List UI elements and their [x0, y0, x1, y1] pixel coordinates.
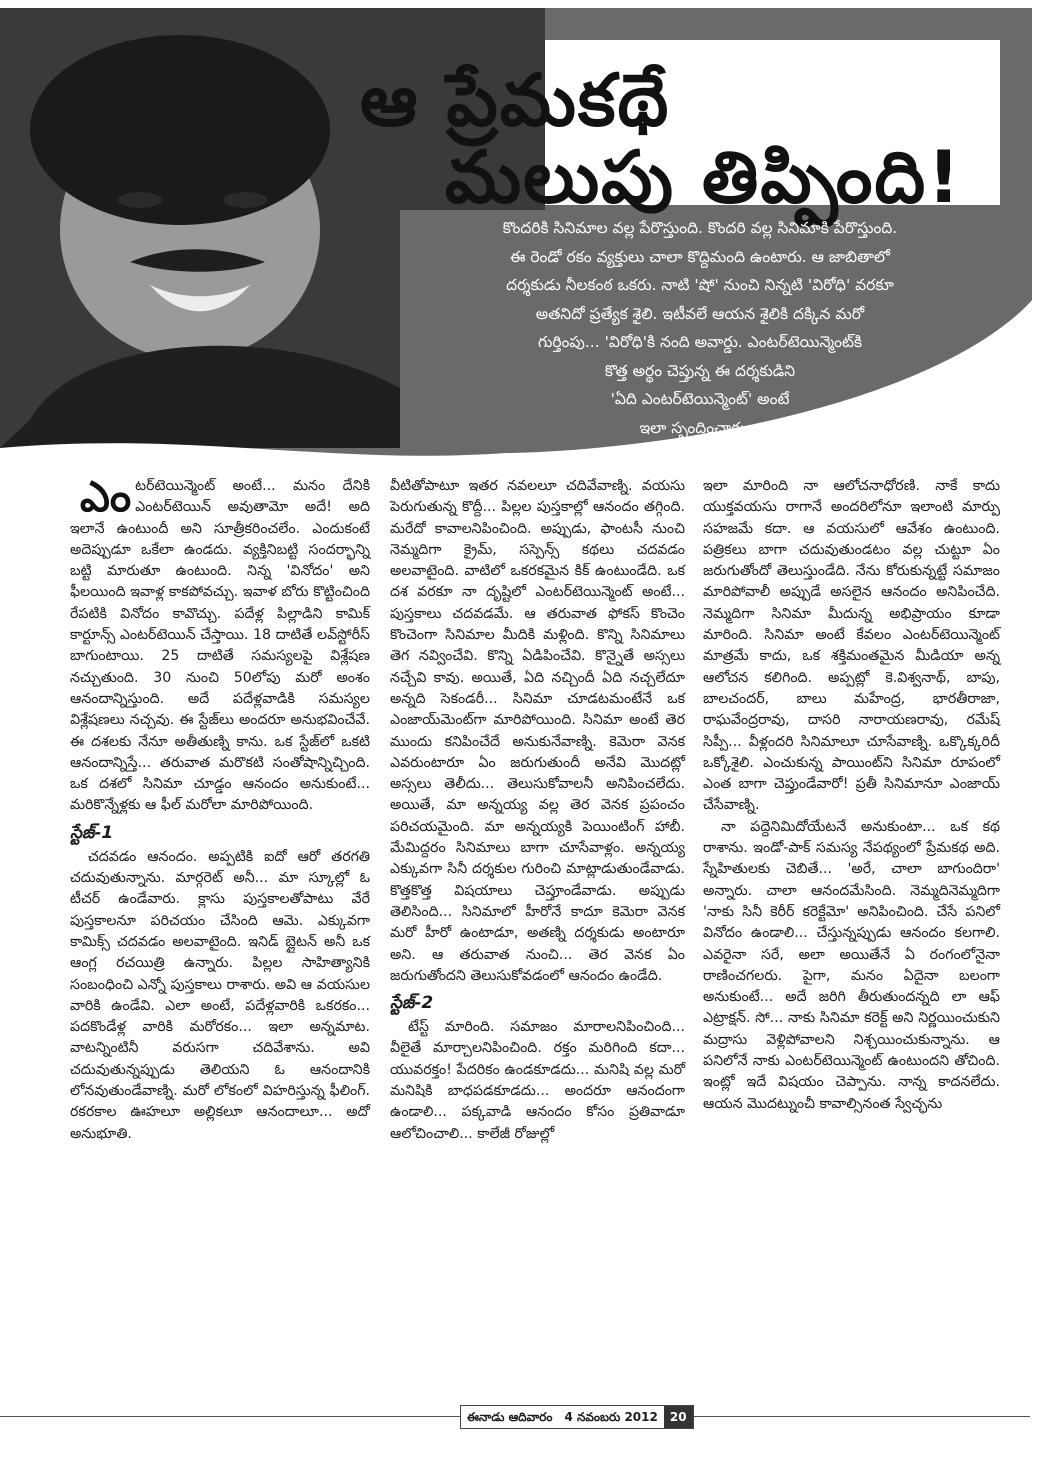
headline-line2: మలుపు తిప్పింది!	[445, 135, 963, 219]
paragraph: టేస్ట్ మారింది. సమాజం మారాలనిపించింది... వీలైతే మార్చాలనిపించింది. రక్తం మరిగింది కదా... యువరక్తం! పేదరికం ఉండకూడదు... మనిషి వల్ల మరో మనిషికి బాధపడకూడదు... అందరూ ఆనందంగా ఉండాలి... పక్కవాడి ఆనందం కోసం ప్రతివాడూ ఆలోచించాలి... కాలేజీ రోజుల్లో	[390, 1019, 685, 1142]
intro-line: ఇలా స్పందించారు...	[639, 418, 761, 437]
intro-text	[400, 214, 1000, 442]
page-number: 20	[664, 1406, 693, 1428]
article-column-2	[390, 476, 685, 1145]
page-footer	[0, 1405, 1042, 1435]
paragraph: టర్‌టెయిన్మెంట్ అంటే... మనం దేనికి ఎంటర్‌టెయిన్ అవుతామో అదే! అది ఇలానే ఉంటుందీ అని సూత్రీకరించలేం. ఎందుకంటే అదెప్పుడూ ఒకేలా ఉండదు. వ్యక్తినిబట్టి సందర్భాన్ని బట్టి మారుతూ ఉంటుంది. నిన్న 'వినోదం' అని ఫీలయింది ఇవాళ్ల కాకపోవచ్చు. ఇవాళ బోరు కొట్టించింది రేపటికి వినోదం కావొచ్చు. పదేళ్ల పిల్లాడిని కామిక్ కార్టూన్స్ ఎంటర్‌టెయిన్ చేస్తాయి. 18 దాటితే లవ్‌స్టోరీస్ బాగుంటాయి. 25 దాటితే సమస్యలపై విశ్లేషణ నచ్చుతుంది. 30 నుంచి 50లోపు మరో అంశం ఆనందాన్నిస్తుంది. అదే పదేళ్లవాడికి సమస్యల విశ్లేషణలు నచ్చవు. ఈ స్టేజ్‌లు అందరూ అనుభవించేవే. ఈ దశలకు నేనూ అతీతుణ్ని కాను. ఒక స్టేజ్‌లో ఒకటి ఆనందాన్నిస్తే... తరువాత మరొకటి సంతోషాన్నిచ్చింది. ఒక దశలో సినిమా చూడ్డం ఆనందం అనుకుంటే... మరికొన్నేళ్లకు ఆ ఫీల్ మరోలా మారిపోయింది.	[70, 478, 370, 814]
paragraph: ఇలా మారింది నా ఆలోచనాధోరణి. నాకే కాదు యుక్తవయసు రాగానే అందరిలోనూ ఇలాంటి మార్పు సహజమే కదా. ఆ వయసులో ఆవేశం ఉంటుంది. పత్రికలు బాగా చదువుతుండటం వల్ల చుట్టూ ఏం జరుగుతోందో తెలుస్తుండేది. నేను కోరుకున్నట్టే సమాజం మారిపోవాలీ అప్పుడే అసలైన ఆనందం అనిపించేది. నెమ్మదిగా సినిమా మీదున్న అభిప్రాయం కూడా మారింది. సినిమా అంటే కేవలం ఎంటర్‌టెయిన్మెంట్ మాత్రమే కాదు, ఒక శక్తిమంతమైన మీడియా అన్న ఆలోచన కలిగింది. అప్పట్లో కె.విశ్వనాథ్, బాపు, బాలచందర్, బాలు మహేంద్ర, భారతీరాజా, రాఘవేంద్రరావు, దాసరి నారాయణరావు, రమేష్ సిప్పీ... వీళ్లందరి సినిమాలూ చూసేవాణ్ని. ఒక్కొక్కరిదీ ఒక్కోశైలి. ఎంచుకున్న పాయింట్‌ని సినిమా రూపంలో ఎంత బాగా చెప్తుండేవారో! ప్రతీ సినిమానూ ఎంజాయ్ చేసేవాణ్ని.	[703, 478, 1000, 814]
paragraph: వీటితోపాటూ ఇతర నవలలూ చదివేవాణ్ని. వయసు పెరుగుతున్న కొద్దీ... పిల్లల పుస్తకాల్లో ఆనందం తగ్గింది. మరేదో కావాలనిపించింది. అప్పుడు, ఫాంటసీ నుంచి నెమ్మదిగా క్రైమ్, సస్పెన్స్ కథలు చదవడం అలవాటైంది. వాటిలో ఒకరకమైన కిక్ ఉంటుండేది. ఒక దశ వరకూ నా దృష్టిలో ఎంటర్‌టెయిన్మెంట్ అంటే... పుస్తకాలు చదవడమే. ఆ తరువాత ఫోకస్ కొంచెం కొంచెంగా సినిమాల మీదికి మళ్లింది. కొన్ని సినిమాలు తెగ నవ్వించేవి. కొన్ని ఏడిపించేవి. కొన్నైతే అస్సలు నచ్చేవి కావు. అయితే, ఏది నచ్చిందీ ఏది నచ్చలేదూ అన్నది సెకండరీ... సినిమా చూడటమంటేనే ఒక ఎంజాయ్‌మెంట్‌గా మారిపోయింది. సినిమా అంటే తెర ముందు కనిపించేదే అనుకునేవాణ్ని. కెమెరా వెనక ఎవరుంటారూ ఏం జరుగుతుందీ అనేవి మొదట్లో అస్సలు తెలీదు... తెలుసుకోవాలనీ అనిపించలేదు. అయితే, మా అన్నయ్య వల్ల తెర వెనక ప్రపంచం పరిచయమైంది. మా అన్నయ్యకి పెయింటింగ్ హాబీ. మేమిద్దరం సినిమాలు బాగా చూసేవాళ్లం. అన్నయ్య ఎక్కువగా సినీ దర్శకుల గురించి మాట్లాడుతుండేవాడు. కొత్తకొత్త విషయాలు చెప్తూండేవాడు. అప్పుడు తెలిసింది... సినిమాలో హీరోనే కాదూ కెమెరా వెనక మరో హీరో ఉంటాడూ, అతణ్ని దర్శకుడు అంటారూ అని. ఆ తరువాత నుంచి... తెర వెనక ఏం జరుగుతోందని తెలుసుకోవడంలో ఆనందం ఉండేది.	[390, 478, 685, 984]
intro-line: అతనిదో ప్రత్యేక శైలి. ఇటీవలే ఆయన శైలికి దక్కిన మరో	[535, 304, 865, 323]
intro-line: దర్శకుడు నీలకంఠ ఒకరు. నాటి 'షో' నుంచి నిన్నటి 'విరోధి' వరకూ	[506, 276, 894, 294]
paragraph: చదవడం ఆనందం. అప్పటికి ఐదో ఆరో తరగతి చదువుతున్నాను. మార్గరెట్ అనీ... మా స్కూల్లో ఓ టీచర్ ఉండేవారు. క్లాసు పుస్తకాలతోపాటు వేరే పుస్తకాలనూ పరిచయం చేసింది ఆమె. ఎక్కువగా కామిక్స్ చదవడం అలవాటైంది. ఇనిడ్ బ్లైటన్ అనీ ఒక ఆంగ్ల రచయిత్రి ఉన్నారు. పిల్లల సాహిత్యానికి సంబంధించి ఎన్నో పుస్తకాలు రాశారు. అవి ఆ వయసుల వారికి ఉండేవి. ఎలా అంటే, పదేళ్లవారికి ఒకరకం... పదకొండేళ్ల వారికి మరోరకం... ఇలా అన్నమాట. వాటన్నింటినీ వరుసగా చదివేశాను. అవి చదువుతున్నప్పుడు తెలియని ఓ ఆనందానికి లోనవుతుండేవాణ్ని. మరో లోకంలో విహరిస్తున్న ఫీలింగ్. రకరకాల ఊహలూ అల్లికలూ ఆనందాలూ... అదో అనుభూతి.	[70, 848, 370, 1142]
article-column-1	[70, 472, 370, 1145]
intro-line: కొత్త అర్థం చెప్తున్న ఈ దర్శకుడిని	[604, 361, 796, 380]
article-header	[0, 0, 1042, 470]
article-column-3	[703, 476, 1000, 1115]
drop-cap: ఎం	[80, 472, 130, 521]
publication-name: ఈనాడు ఆదివారం	[461, 1406, 558, 1428]
intro-line: కొందరికి సినిమాల వల్ల పేరొస్తుంది. కొందరి వల్ల సినిమాకి పేరొస్తుంది.	[502, 219, 898, 237]
section-heading-stage1: స్టేజ్-1	[70, 822, 114, 843]
paragraph: నా పద్దెనిమిదోయేటనే అనుకుంటా... ఒక కథ రాశాను. ఇండో-పాక్ సమస్య నేపథ్యంలో ప్రేమకథ అది. స్నేహితులకు చెబితే... 'అరే, చాలా బాగుందిరా' అన్నారు. చాలా ఆనందమేసింది. నెమ్మదినెమ్మదిగా 'నాకు సినీ కెరీర్ కరెక్టేమో' అనిపించింది. చేసే పనిలో వినోదం ఉండాలి... చేస్తున్నప్పుడు ఆనందం కలగాలి. ఎవరైనా సరే, అలా అయితేనే ఏ రంగంలోనైనా రాణించగలరు. పైగా, మనం ఏదైనా బలంగా అనుకుంటే... అదే జరిగి తీరుతుందన్నది లా ఆఫ్ ఎట్రాక్షన్. సో... నాకు సినిమా కరెక్ట్ అని నిర్ణయించుకుని మద్రాసు వెళ్లిపోవాలని నిశ్చయించుకున్నాను. ఆ పనిలోనే నాకు ఎంటర్‌టెయిన్మెంట్ ఉంటుందని తోచింది. ఇంట్లో ఇదే విషయం చెప్పాను. నాన్న కాదనలేదు. ఆయన మొదట్నుంచీ కావాల్సినంత స్వేచ్ఛను	[703, 818, 1000, 1112]
footer-label	[460, 1405, 694, 1429]
section-heading-stage2: స్టేజ్-2	[390, 993, 434, 1014]
intro-line: 'ఏది ఎంటర్‌టెయిన్మెంట్' అంటే	[610, 390, 790, 408]
intro-line: ఈ రెండో రకం వ్యక్తులు చాలా కొద్దిమంది ఉంటారు. ఆ జాబితాలో	[510, 247, 890, 266]
issue-date: 4 నవంబరు 2012	[564, 1410, 658, 1424]
headline-line1: ఆ ప్రేమకథే	[360, 58, 671, 142]
intro-line: గుర్తింపు... 'విరోధి'కి నంది అవార్డు. ఎంటర్‌టెయిన్మెంట్‌కి	[537, 333, 863, 351]
